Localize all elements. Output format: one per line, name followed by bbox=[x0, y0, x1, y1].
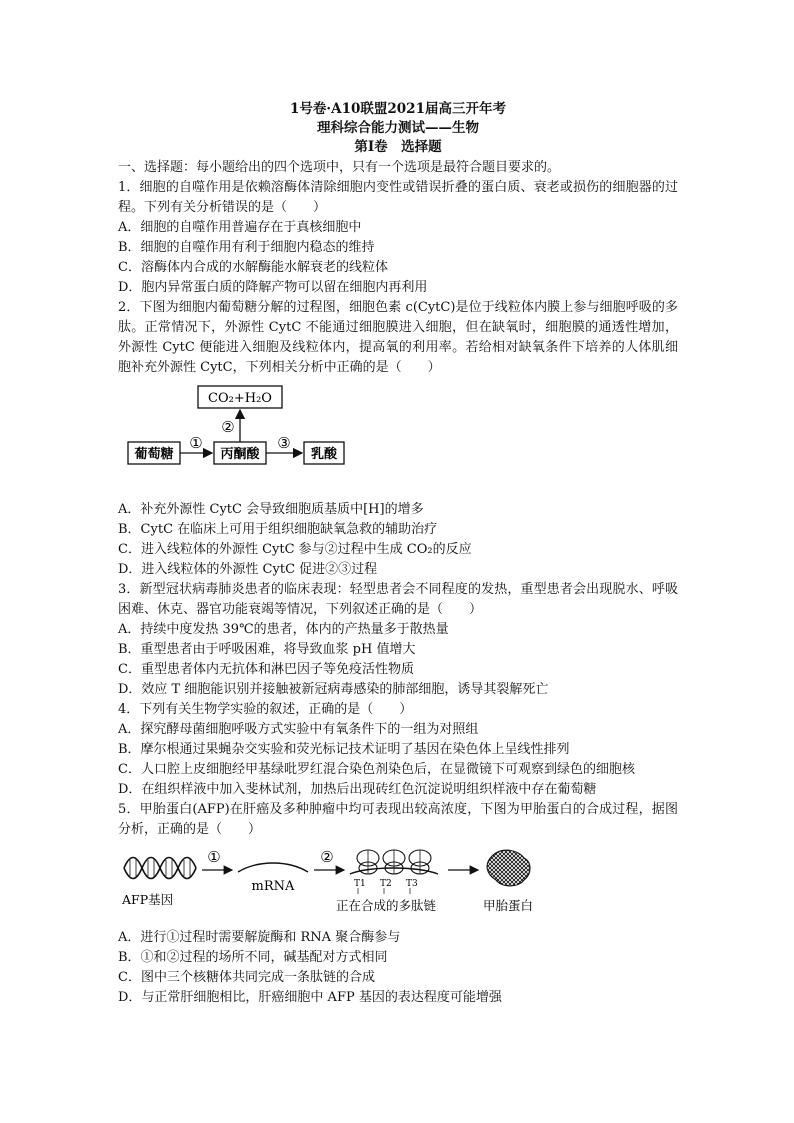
option-c: C．人口腔上皮细胞经甲基绿吡罗红混合染色剂染色后，在显微镜下可观察到绿色的细胞核 bbox=[118, 762, 635, 777]
exam-page bbox=[118, 100, 678, 1008]
option-a: A．进行①过程时需要解旋酶和 RNA 聚合酶参与 bbox=[118, 930, 401, 945]
option-b: B．①和②过程的场所不同，碱基配对方式相同 bbox=[118, 950, 388, 965]
option-d: D．效应 T 细胞能识别并接触被新冠病毒感染的肺部细胞，诱导其裂解死亡 bbox=[118, 682, 549, 697]
step1-label: ① bbox=[189, 434, 203, 452]
question-stem: 3．新型冠状病毒肺炎患者的临床表现：轻型患者会不同程度的发热，重型患者会出现脱水、呼吸困难、休克、器官功能衰竭等情况，下列叙述正确的是（ ） bbox=[118, 582, 678, 617]
mrna-label: mRNA bbox=[251, 879, 295, 894]
t1-label: T1 bbox=[354, 879, 366, 889]
afp-diagram bbox=[118, 844, 678, 922]
question-3 bbox=[118, 580, 678, 700]
metabolism-diagram bbox=[118, 382, 678, 494]
polypeptide-label: 正在合成的多肽链 bbox=[335, 898, 437, 913]
option-b: B．重型患者由于呼吸困难，将导致血浆 pH 值增大 bbox=[118, 642, 416, 657]
option-a: A．细胞的自噬作用普遍存在于真核细胞中 bbox=[118, 220, 362, 235]
question-5 bbox=[118, 800, 678, 1008]
ribosome-icon bbox=[409, 850, 431, 874]
t2-label: T2 bbox=[380, 879, 392, 889]
glucose-label: 葡萄糖 bbox=[134, 447, 174, 462]
option-c: C．重型患者体内无抗体和淋巴因子等免疫活性物质 bbox=[118, 662, 414, 677]
question-stem: 5．甲胎蛋白(AFP)在肝癌及多种肿瘤中均可表现出较高浓度，下图为甲胎蛋白的合成过程，据图分析，正确的是（ ） bbox=[118, 802, 678, 837]
question-1 bbox=[118, 178, 678, 298]
question-4 bbox=[118, 700, 678, 800]
section-title: 第Ⅰ卷 选择题 bbox=[354, 139, 442, 155]
afp-protein-label: 甲胎蛋白 bbox=[482, 898, 534, 913]
question-stem: 2．下图为细胞内葡萄糖分解的过程图，细胞色素 c(CytC)是位于线粒体内膜上参与细胞呼吸的多肽。正常情况下，外源性 CytC 不能通过细胞膜进入细胞，但在缺氧时，细胞膜的通透性增加，外源性 CytC 便能进入细胞及线粒体内，提高氧的利用率。若给相对缺氧条件下培养的人体肌细胞补充外源性 CytC，下列相关分析中正确的是（ ） bbox=[118, 300, 678, 375]
option-a: A．持续中度发热 39℃的患者，体内的产热量多于散热量 bbox=[118, 622, 449, 637]
t3-label: T3 bbox=[406, 879, 418, 889]
option-d: D．胞内异常蛋白质的降解产物可以留在细胞内再利用 bbox=[118, 280, 428, 295]
question-2 bbox=[118, 298, 678, 580]
exam-subtitle: 理科综合能力测试——生物 bbox=[317, 120, 479, 136]
option-b: B．CytC 在临床上可用于组织细胞缺氧急救的辅助治疗 bbox=[118, 522, 438, 537]
co2-h2o-label: CO₂+H₂O bbox=[208, 391, 272, 406]
option-d: D．进入线粒体的外源性 CytC 促进②③过程 bbox=[118, 562, 378, 577]
option-c: C．溶酶体内合成的水解酶能水解衰老的线粒体 bbox=[118, 260, 388, 275]
option-b: B．细胞的自噬作用有利于细胞内稳态的维持 bbox=[118, 240, 375, 255]
glucose-metabolism-figure bbox=[118, 382, 678, 494]
option-d: D．在组织样液中加入斐林试剂，加热后出现砖红色沉淀说明组织样液中存在葡萄糖 bbox=[118, 782, 597, 797]
option-d: D．与正常肝细胞相比，肝癌细胞中 AFP 基因的表达程度可能增强 bbox=[118, 990, 502, 1005]
option-a: A．探究酵母菌细胞呼吸方式实验中有氧条件下的一组为对照组 bbox=[118, 722, 479, 737]
option-c: C．进入线粒体的外源性 CytC 参与②过程中生成 CO₂的反应 bbox=[118, 542, 472, 557]
ribosome-icon bbox=[357, 850, 379, 874]
afp-gene-label: AFP基因 bbox=[122, 892, 174, 907]
translation-step-label: ② bbox=[320, 848, 334, 866]
exam-title: 1号卷·A10联盟2021届高三开年考 bbox=[290, 101, 506, 117]
question-stem: 4．下列有关生物学实验的叙述，正确的是（ ） bbox=[118, 702, 413, 717]
option-a: A．补充外源性 CytC 会导致细胞质基质中[H]的增多 bbox=[118, 502, 424, 517]
protein-blob-icon bbox=[487, 850, 530, 886]
step2-label: ② bbox=[221, 418, 235, 436]
section-intro: 一、选择题：每小题给出的四个选项中，只有一个选项是最符合题目要求的。 bbox=[118, 160, 561, 175]
afp-synthesis-figure bbox=[118, 844, 678, 922]
lactate-label: 乳酸 bbox=[310, 447, 338, 462]
option-c: C．图中三个核糖体共同完成一条肽链的合成 bbox=[118, 970, 375, 985]
mrna-strand bbox=[238, 863, 308, 872]
question-stem: 1．细胞的自噬作用是依赖溶酶体清除细胞内变性或错误折叠的蛋白质、衰老或损伤的细胞器的过程。下列有关分析错误的是（ ） bbox=[118, 180, 678, 215]
step3-label: ③ bbox=[277, 434, 291, 452]
option-b: B．摩尔根通过果蝇杂交实验和荧光标记技术证明了基因在染色体上呈线性排列 bbox=[118, 742, 570, 757]
dna-helix-icon bbox=[124, 858, 196, 879]
transcription-step-label: ① bbox=[207, 848, 221, 866]
ribosome-icon bbox=[383, 850, 405, 874]
pyruvate-label: 丙酮酸 bbox=[220, 447, 260, 462]
